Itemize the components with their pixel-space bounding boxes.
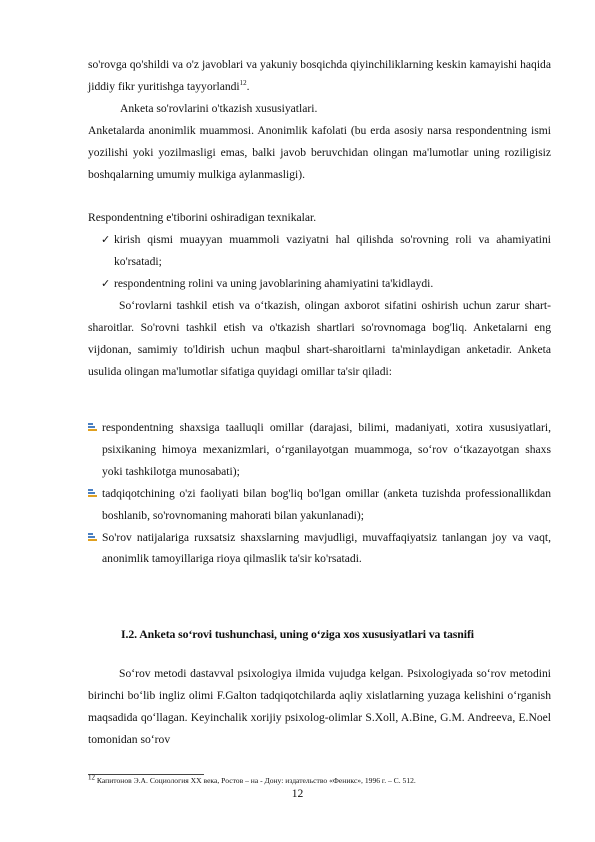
stacked-bars-bullet-icon [88, 423, 97, 432]
footnote [88, 773, 551, 786]
paragraph-text: so'rovga qo'shildi va o'z javoblari va yakuniy bosqichda qiyinchiliklarning keskin kamayishi haqida jiddiy fikr yuritishga tayyorlandi [88, 58, 551, 93]
footnote-ref: 12 [239, 79, 247, 88]
bullet-list [88, 417, 551, 570]
paragraph-history: So‘rov metodi dastavval psixologiya ilmida vujudga kelgan. Psixologiyada so‘rov metodini birinchi bo‘lib ingliz olimi F.Galton tadqiqotchilarda aqliy xislatlarning yuzaga kelishini o‘rganish maqsadida qo‘llagan. Keyinchalik xorijiy psixolog-olimlar S.Xoll, A.Bine, G.M. Andreeva, E.Noel tomonidan so‘rov [88, 667, 551, 746]
bullet-list-item [88, 483, 551, 527]
paragraph-conditions: So‘rovlarni tashkil etish va o‘tkazish, olingan axborot sifatini oshirish uchun zarur shart-sharoitlar. So'rovni tashkil etish va o'tkazish shartlari so'rovnomaga bog'liq. Anketalarni eng vijdonan, samimiy to'ldirish uchun maqbul shart-sharoitlarni ta'minlaydigan anketadir. Anketa usulida olingan ma'lumotlar sifatiga quyidagi omillar ta'sir qiladi: [88, 299, 551, 378]
check-item-text: respondentning rolini va uning javoblarining ahamiyatini ta'kidlaydi. [114, 276, 434, 290]
check-list-item [101, 273, 551, 295]
check-list-item [101, 229, 551, 273]
footnote-number: 12 [88, 773, 95, 782]
paragraph-techniques: Respondentning e'tiborini oshiradigan texnikalar. [88, 211, 317, 224]
bullet-item-text: respondentning shaxsiga taalluqli omillar (darajasi, bilimi, madaniyati, xotira xususiyatlari, psixikaning himoya mexanizmlari, o‘rganilayotgan muammoga, so‘rov o‘tkazayotgan shaxs yoki tashkilotga munosabati); [102, 421, 551, 478]
subtitle-anketa: Anketa so'rovlarini o'tkazish xususiyatlari. [120, 102, 318, 115]
bullet-list-item [88, 527, 551, 571]
bullet-list-item [88, 417, 551, 483]
section-heading: I.2. Anketa so‘rovi tushunchasi, uning o‘ziga xos xususiyatlari va tasnifi [121, 627, 474, 641]
page-number: 12 [291, 787, 304, 800]
footnote-divider [88, 774, 204, 775]
paragraph-anonymity: Anketalarda anonimlik muammosi. Anonimlik kafolati (bu erda asosiy narsa respondentning ismi yozilishi yoki yozilmasligi emas, balki javob beruvchidan olingan ma'lumotlar uning roziligisiz boshqalarning umumiy mulkiga aylanmasligi). [88, 124, 551, 181]
stacked-bars-bullet-icon [88, 489, 97, 498]
paragraph-continuation [88, 54, 551, 98]
stacked-bars-bullet-icon [88, 533, 97, 542]
footnote-text: Капитонов Э.А. Социология XX века, Ростов – на - Дону: издательство «Феникс», 1996 г. – С. 512. [95, 776, 416, 785]
check-item-text: kirish qismi muayyan muammoli vaziyatni hal qilishda so'rovning roli va ahamiyatini ko'rsatadi; [114, 233, 551, 268]
paragraph-end: . [246, 79, 250, 93]
bullet-item-text: So'rov natijalariga ruxsatsiz shaxslarning mavjudligi, muvaffaqiyatsiz tanlangan joy va vaqt, anonimlik tamoyillariga rioya qilmaslik ta'sir ko'rsatadi. [102, 530, 551, 566]
bullet-item-text: tadqiqotchining o'zi faoliyati bilan bog'liq bo'lgan omillar (anketa tuzishda professionallikdan boshlanib, so'rovnomaning mahorati bilan yakunlanadi); [102, 486, 551, 522]
check-mark-icon: ✓ [101, 233, 111, 246]
check-mark-icon: ✓ [101, 276, 111, 290]
check-list [101, 229, 551, 295]
